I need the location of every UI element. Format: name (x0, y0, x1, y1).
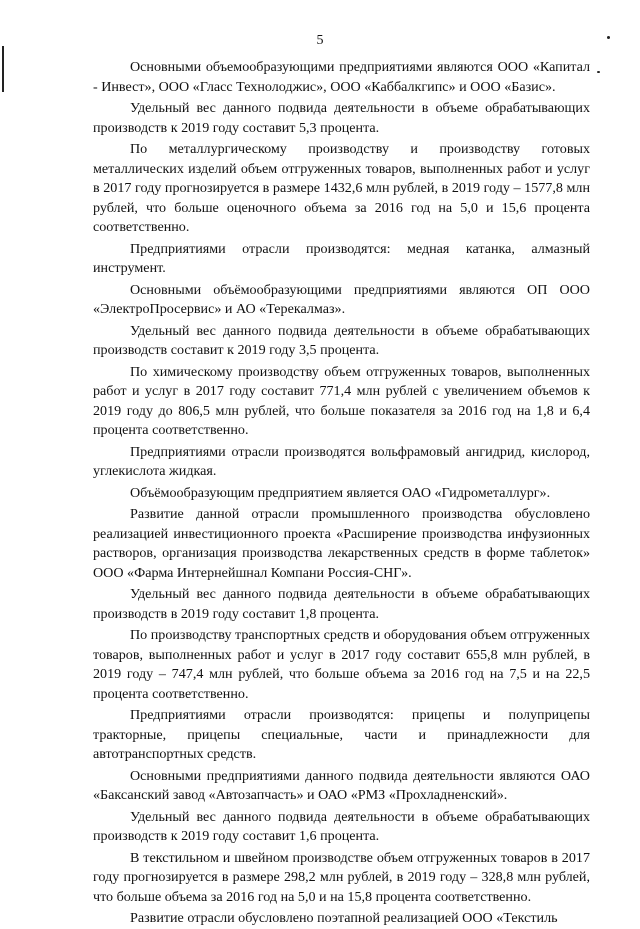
paragraph: Удельный вес данного подвида деятельности в объеме обрабатывающих производств к 2019 году составит 1,6 процента. (93, 808, 590, 844)
paragraph: В текстильном и швейном производстве объем отгруженных товаров в 2017 году прогнозируется в размере 298,2 млн рублей, в 2019 году – 328,8 млн рублей, что больше объема за 2016 год на 5,0 и на 15,8 процента соответственно. (93, 849, 590, 905)
paragraph: Развитие отрасли обусловлено поэтапной реализацией ООО «Текстиль (130, 910, 558, 926)
paragraph: Предприятиями отрасли производятся: прицепы и полуприцепы тракторные, прицепы специальные, части и принадлежности для автотранспортных средств. (93, 707, 590, 762)
paragraph: Удельный вес данного подвида деятельности в объеме обрабатывающих производств в 2019 году составит 1,8 процента. (93, 586, 590, 622)
paragraph: Объёмообразующим предприятием является ОАО «Гидрометаллург». (130, 484, 551, 501)
scan-edge-mark (2, 46, 4, 92)
paragraph: Основными объёмообразующими предприятиями являются ОП ООО «ЭлектроПросервис» и АО «Терекалмаз». (93, 281, 590, 317)
scan-speck-mark (607, 36, 610, 39)
paragraph: По металлургическому производству и производству готовых металлических изделий объем отгруженных товаров, выполненных работ и услуг в 2017 году прогнозируется в размере 1432,6 млн рублей, в 2019 году – 1577,8 млн рублей, что больше оценочного объема за 2016 год на 5,0 и 15,6 процента соответственно. (93, 141, 590, 235)
paragraph: Предприятиями отрасли производятся вольфрамовый ангидрид, кислород, углекислота жидкая. (93, 443, 590, 479)
paragraph: Развитие данной отрасли промышленного производства обусловлено реализацией инвестиционного проекта «Расширение производства инфузионных растворов, организация производства лекарственных средств в форме таблеток» ООО «Фарма Интернейшнал Компани Россия-СНГ». (93, 506, 590, 581)
scan-speck-mark (597, 71, 600, 73)
paragraph: Основными объемообразующими предприятиями являются ООО «Капитал - Инвест», ООО «Гласс Технолоджис», ООО «Каббалкгипс» и ООО «Базис». (93, 59, 590, 95)
paragraph: Предприятиями отрасли производятся: медная катанка, алмазный инструмент. (93, 240, 590, 276)
paragraph: Удельный вес данного подвида деятельности в объеме обрабатывающих производств составит к 2019 году 3,5 процента. (93, 322, 590, 358)
page-number: 5 (316, 33, 324, 48)
paragraph: По химическому производству объем отгруженных товаров, выполненных работ и услуг в 2017 году составит 771,4 млн рублей с увеличением объемов к 2019 году до 806,5 млн рублей, что больше показателя за 2016 год на 1,8 и 6,4 процента соответственно. (93, 363, 590, 438)
document-body (93, 58, 590, 929)
paragraph: Удельный вес данного подвида деятельности в объеме обрабатывающих производств к 2019 году составит 5,3 процента. (93, 100, 590, 136)
paragraph: По производству транспортных средств и оборудования объем отгруженных товаров, выполненных работ и услуг в 2017 году составит 655,8 млн рублей, в 2019 году – 747,4 млн рублей, что больше объема за 2016 год на 7,5 и на 22,5 процента соответственно. (93, 627, 590, 702)
paragraph: Основными предприятиями данного подвида деятельности являются ОАО «Баксанский завод «Автозапчасть» и ОАО «РМЗ «Прохладненский». (93, 767, 590, 803)
